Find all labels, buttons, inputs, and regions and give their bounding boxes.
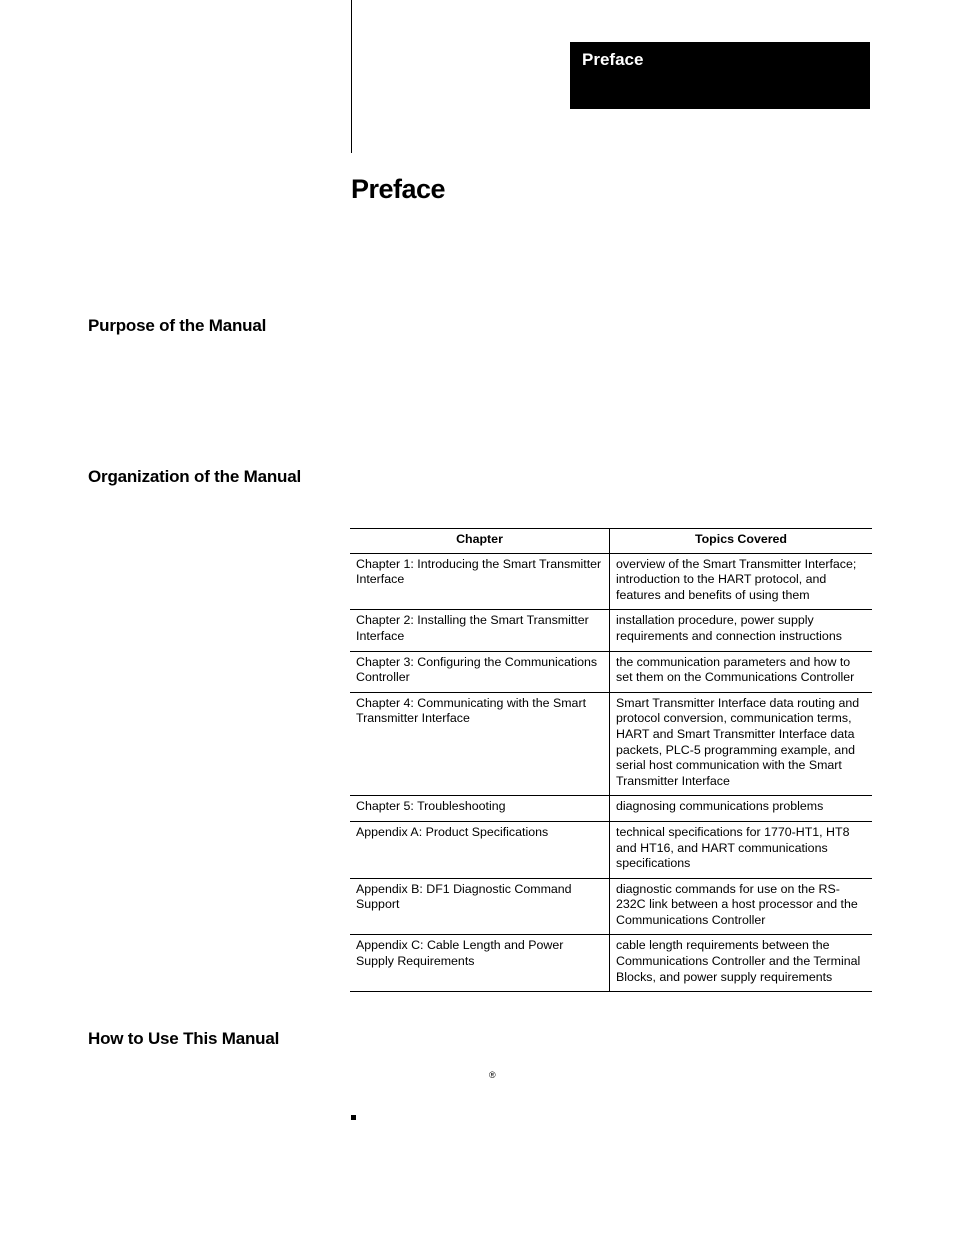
chapter-cell: Chapter 3: Configuring the Communications Controller: [350, 651, 610, 692]
topics-cell: Smart Transmitter Interface data routing and protocol conversion, communication terms, HART and Smart Transmitter Interface data packets, PLC-5 programming example, and serial host communication with the Smart Transmitter Interface: [610, 692, 873, 796]
topics-cell: cable length requirements between the Communications Controller and the Terminal Blocks, and power supply requirements: [616, 938, 861, 984]
table-row: [350, 651, 872, 692]
heading-purpose: Purpose of the Manual: [88, 316, 267, 335]
table-row: [350, 796, 872, 822]
heading-how-to-use: How to Use This Manual: [88, 1029, 280, 1048]
table-row: [350, 935, 872, 992]
topics-cell: overview of the Smart Transmitter Interface; introduction to the HART protocol, and features and benefits of using them: [610, 553, 873, 610]
header-rule: [351, 0, 352, 153]
table-row: [350, 610, 872, 651]
chapter-cell: Appendix C: Cable Length and Power Supply Requirements: [350, 935, 610, 992]
chapter-cell: Chapter 5: Troubleshooting: [350, 796, 610, 822]
topics-cell: technical specifications for 1770-HT1, HT8 and HT16, and HART communications specifications: [610, 821, 873, 878]
chapter-cell: Appendix A: Product Specifications: [350, 821, 610, 878]
chapter-cell: Chapter 4: Communicating with the Smart Transmitter Interface: [350, 692, 610, 796]
table-row: [350, 553, 872, 610]
topics-cell: diagnostic commands for use on the RS-232C link between a host processor and the Communications Controller: [610, 878, 873, 935]
chapter-cell: Chapter 2: Installing the Smart Transmitter Interface: [350, 610, 610, 651]
registered-mark: ®: [489, 1070, 496, 1080]
topics-cell: diagnosing communications problems: [610, 796, 873, 822]
chapter-cell: Chapter 1: Introducing the Smart Transmitter Interface: [350, 553, 610, 610]
bullet-square: [351, 1115, 356, 1120]
topics-cell: the communication parameters and how to set them on the Communications Controller: [610, 651, 873, 692]
header-topics: Topics Covered: [610, 529, 873, 554]
heading-organization: Organization of the Manual: [88, 467, 301, 486]
section-tab: Preface: [570, 42, 870, 109]
table-row: [350, 821, 872, 878]
page-title: Preface: [351, 174, 446, 204]
header-chapter: Chapter: [350, 529, 610, 554]
chapter-cell: Appendix B: DF1 Diagnostic Command Support: [350, 878, 610, 935]
topics-cell: installation procedure, power supply requirements and connection instructions: [610, 610, 873, 651]
table-header-row: [350, 529, 872, 554]
table-row: [350, 692, 872, 796]
table-row: [350, 878, 872, 935]
organization-table: [350, 528, 872, 992]
